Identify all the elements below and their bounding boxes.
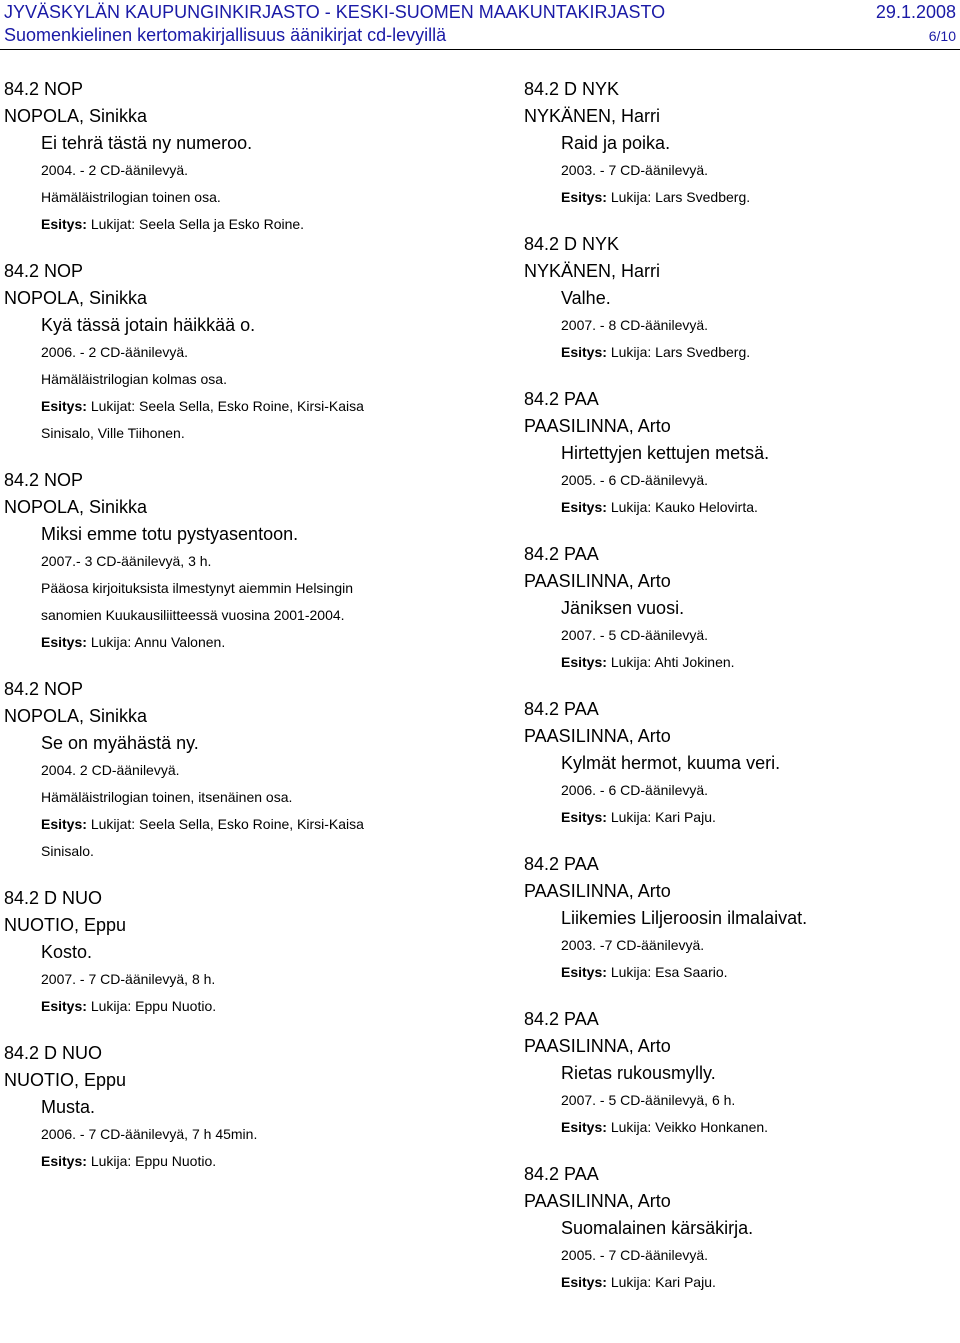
info-text: 2007. - 7 CD-äänilevyä, 8 h. [41,971,216,987]
info-line [4,811,474,838]
book-title: Rietas rukousmylly. [561,1063,716,1083]
catalog-entry [4,1040,474,1175]
info-text: 2006. - 7 CD-äänilevyä, 7 h 45min. [41,1126,258,1142]
classification-code: 84.2 PAA [524,544,599,564]
classification-code: 84.2 PAA [524,1009,599,1029]
catalog-entry [524,76,954,211]
author-name: PAASILINNA, Arto [524,1191,671,1211]
info-line [4,629,474,656]
info-text: Pääosa kirjoituksista ilmestynyt aiemmin Helsingin [41,580,354,596]
info-text: Lukija: Lars Svedberg. [610,189,751,205]
info-text: Lukija: Eppu Nuotio. [90,998,217,1014]
info-text: Lukija: Lars Svedberg. [610,344,751,360]
info-text: Lukijat: Seela Sella, Esko Roine, Kirsi-Kaisa [90,398,364,414]
classification-code: 84.2 NOP [4,261,84,281]
info-line [4,993,474,1020]
info-text: Sinisalo, Ville Tiihonen. [41,425,185,441]
classification-code: 84.2 PAA [524,854,599,874]
info-text: sanomien Kuukausiliitteessä vuosina 2001-2004. [41,607,345,623]
info-line [4,420,474,447]
author-name: NUOTIO, Eppu [4,915,127,935]
author-name: NYKÄNEN, Harri [524,106,661,126]
author-name: PAASILINNA, Arto [524,571,671,591]
info-text: Lukijat: Seela Sella, Esko Roine, Kirsi-Kaisa [90,816,364,832]
right-column [524,76,954,1316]
author-name: NYKÄNEN, Harri [524,261,661,281]
classification-code: 84.2 D NYK [524,234,620,254]
left-column [4,76,474,1195]
catalog-entry [4,467,474,656]
info-line [524,312,954,339]
info-text: 2003. - 7 CD-äänilevyä. [561,162,709,178]
performer-label: Esitys: [561,189,607,205]
catalog-entry [4,76,474,238]
info-text: 2006. - 6 CD-äänilevyä. [561,782,709,798]
book-title: Miksi emme totu pystyasentoon. [41,524,299,544]
info-line [4,548,474,575]
catalog-entry [524,231,954,366]
book-title: Kylmät hermot, kuuma veri. [561,753,781,773]
catalog-entry [524,541,954,676]
info-text: Lukija: Esa Saario. [610,964,728,980]
performer-label: Esitys: [561,964,607,980]
author-name: PAASILINNA, Arto [524,1036,671,1056]
catalog-entry [4,676,474,865]
info-line [524,932,954,959]
info-line [4,575,474,602]
info-line [4,1121,474,1148]
info-line [524,1114,954,1141]
book-title: Valhe. [561,288,611,308]
catalog-entry [4,885,474,1020]
catalog-entry [4,258,474,447]
performer-label: Esitys: [561,654,607,670]
info-text: Lukijat: Seela Sella ja Esko Roine. [90,216,305,232]
info-line [524,184,954,211]
info-text: 2004. 2 CD-äänilevyä. [41,762,180,778]
classification-code: 84.2 D NUO [4,1043,103,1063]
book-title: Ei tehrä tästä ny numeroo. [41,133,253,153]
classification-code: 84.2 PAA [524,699,599,719]
info-text: 2005. - 7 CD-äänilevyä. [561,1247,709,1263]
author-name: PAASILINNA, Arto [524,416,671,436]
book-title: Raid ja poika. [561,133,671,153]
performer-label: Esitys: [41,216,87,232]
catalog-entry [524,851,954,986]
book-title: Suomalainen kärsäkirja. [561,1218,754,1238]
info-text: 2003. -7 CD-äänilevyä. [561,937,705,953]
info-text: 2007. - 5 CD-äänilevyä. [561,627,709,643]
info-line [524,494,954,521]
classification-code: 84.2 D NUO [4,888,103,908]
book-title: Jäniksen vuosi. [561,598,685,618]
performer-label: Esitys: [41,1153,87,1169]
info-line [4,1148,474,1175]
info-line [524,1242,954,1269]
info-line [4,838,474,865]
classification-code: 84.2 PAA [524,389,599,409]
catalog-entry [524,1161,954,1296]
page-number: 6/10 [928,28,956,44]
info-text: 2005. - 6 CD-äänilevyä. [561,472,709,488]
classification-code: 84.2 NOP [4,470,84,490]
document-subtitle: Suomenkielinen kertomakirjallisuus äänikirjat cd-levyillä [4,25,447,45]
performer-label: Esitys: [561,1119,607,1135]
info-text: Hämäläistrilogian toinen, itsenäinen osa. [41,789,293,805]
performer-label: Esitys: [561,344,607,360]
book-title: Hirtettyjen kettujen metsä. [561,443,770,463]
author-name: PAASILINNA, Arto [524,726,671,746]
info-line [524,467,954,494]
author-name: NOPOLA, Sinikka [4,497,148,517]
classification-code: 84.2 D NYK [524,79,620,99]
performer-label: Esitys: [41,634,87,650]
page-header [0,0,960,50]
info-text: 2007. - 5 CD-äänilevyä, 6 h. [561,1092,736,1108]
info-line [524,157,954,184]
book-title: Musta. [41,1097,96,1117]
performer-label: Esitys: [561,1274,607,1290]
info-line [4,784,474,811]
info-line [4,757,474,784]
performer-label: Esitys: [561,499,607,515]
performer-label: Esitys: [41,998,87,1014]
info-text: Lukija: Ahti Jokinen. [610,654,735,670]
info-text: Lukija: Kari Paju. [610,809,716,825]
info-text: Lukija: Eppu Nuotio. [90,1153,217,1169]
info-line [524,622,954,649]
catalog-entry [524,1006,954,1141]
info-text: Hämäläistrilogian toinen osa. [41,189,221,205]
author-name: NUOTIO, Eppu [4,1070,127,1090]
info-text: Lukija: Kari Paju. [610,1274,716,1290]
info-line [4,157,474,184]
classification-code: 84.2 PAA [524,1164,599,1184]
info-text: Lukija: Annu Valonen. [90,634,226,650]
book-title: Se on myähästä ny. [41,733,199,753]
info-text: 2007.- 3 CD-äänilevyä, 3 h. [41,553,212,569]
info-line [524,339,954,366]
performer-label: Esitys: [561,809,607,825]
info-text: Hämäläistrilogian kolmas osa. [41,371,227,387]
info-line [524,1087,954,1114]
classification-code: 84.2 NOP [4,79,84,99]
performer-label: Esitys: [41,816,87,832]
info-text: 2007. - 8 CD-äänilevyä. [561,317,709,333]
info-line [4,966,474,993]
author-name: NOPOLA, Sinikka [4,106,148,126]
info-line [4,184,474,211]
author-name: PAASILINNA, Arto [524,881,671,901]
author-name: NOPOLA, Sinikka [4,288,148,308]
info-line [4,211,474,238]
header-date: 29.1.2008 [875,2,956,22]
info-line [524,1269,954,1296]
catalog-entry [524,386,954,521]
book-title: Liikemies Liljeroosin ilmalaivat. [561,908,808,928]
info-text: Sinisalo. [41,843,94,859]
info-line [4,393,474,420]
book-title: Kosto. [41,942,93,962]
info-text: Lukija: Veikko Honkanen. [610,1119,769,1135]
info-line [4,339,474,366]
author-name: NOPOLA, Sinikka [4,706,148,726]
info-text: 2006. - 2 CD-äänilevyä. [41,344,189,360]
classification-code: 84.2 NOP [4,679,84,699]
info-line [524,777,954,804]
header-divider [0,49,960,50]
info-line [4,602,474,629]
catalog-entry [524,696,954,831]
info-line [4,366,474,393]
info-text: Lukija: Kauko Helovirta. [610,499,758,515]
library-name: JYVÄSKYLÄN KAUPUNGINKIRJASTO - KESKI-SUOMEN MAAKUNTAKIRJASTO [4,2,666,22]
info-line [524,804,954,831]
info-line [524,959,954,986]
performer-label: Esitys: [41,398,87,414]
info-line [524,649,954,676]
book-title: Kyä tässä jotain häikkää o. [41,315,256,335]
info-text: 2004. - 2 CD-äänilevyä. [41,162,189,178]
